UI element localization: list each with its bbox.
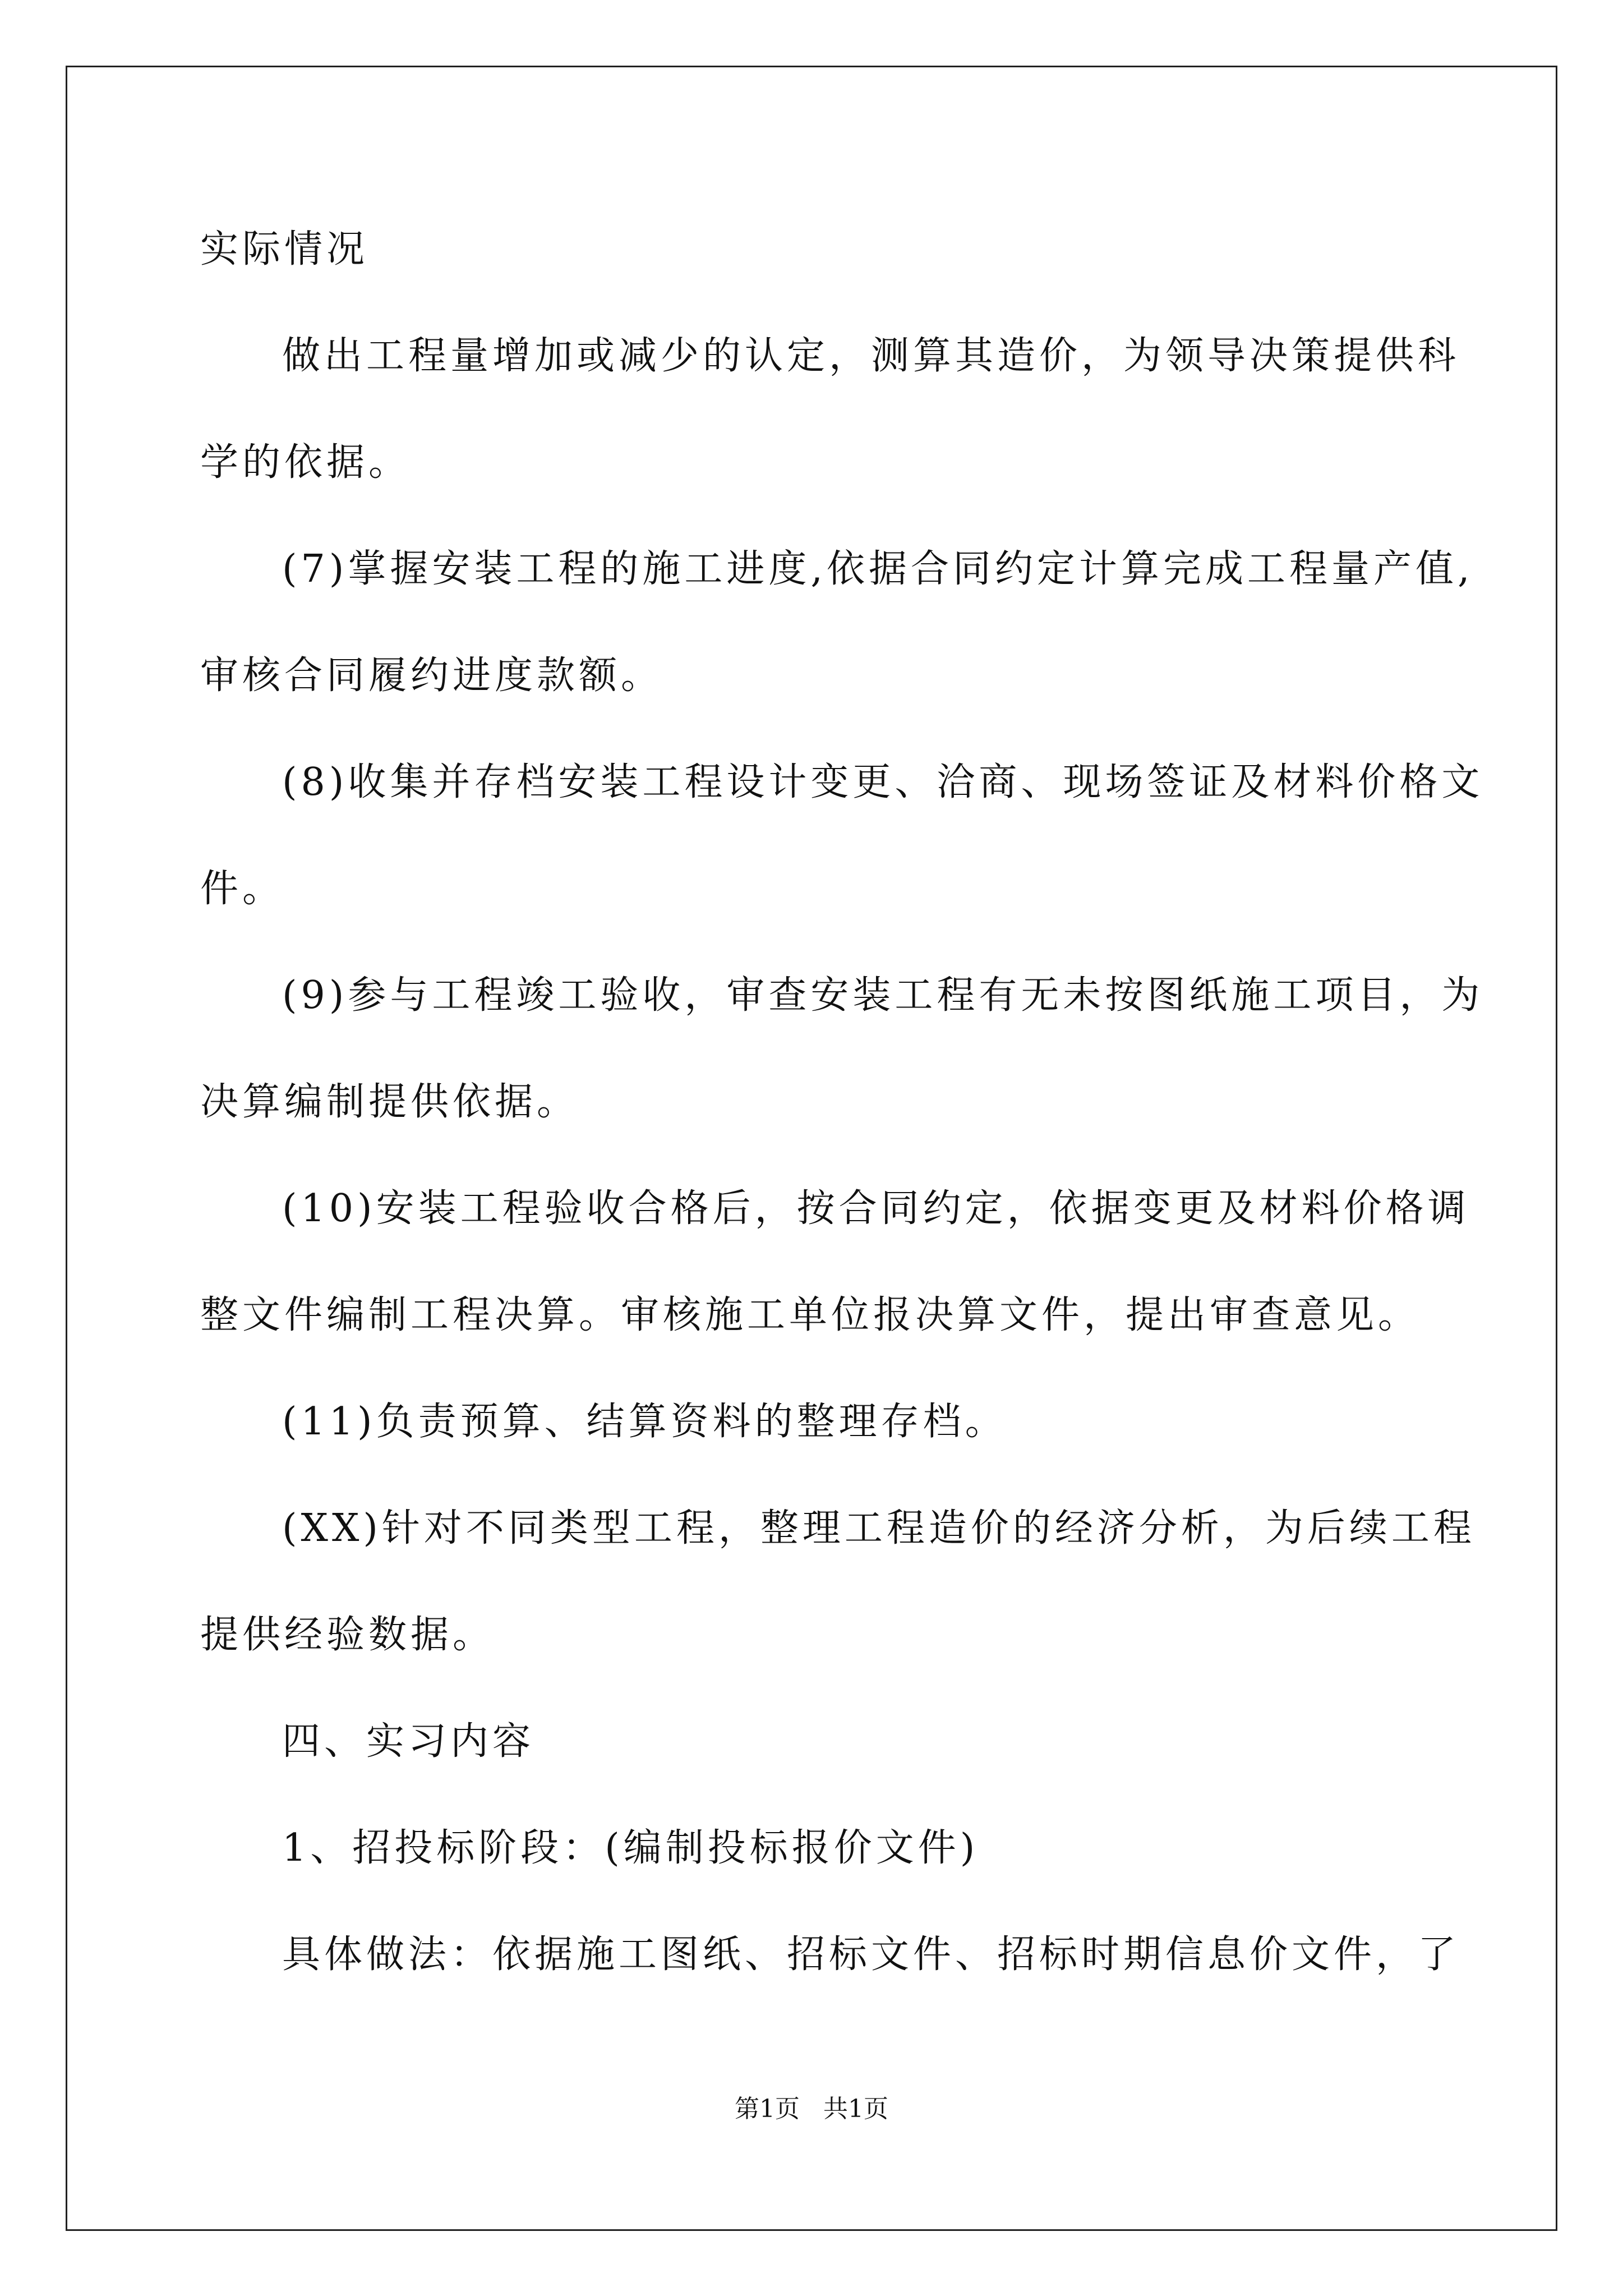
text-line: 件。 [200, 867, 285, 911]
section-heading: 四、实习内容 [282, 1719, 535, 1764]
text-line: 整文件编制工程决算。审核施工单位报决算文件，提出审查意见。 [200, 1293, 1421, 1337]
text-line: (11)负责预算、结算资料的整理存档。 [282, 1400, 1007, 1444]
text-line: 1、招投标阶段：(编制投标报价文件) [282, 1826, 979, 1870]
text-line: 学的依据。 [200, 440, 411, 485]
text-line: (9)参与工程竣工验收，审查安装工程有无未按图纸施工项目，为 [282, 973, 1484, 1018]
text-line: (8)收集并存档安装工程设计变更、洽商、现场签证及材料价格文 [282, 760, 1484, 804]
text-line: 决算编制提供依据。 [200, 1080, 579, 1124]
text-line: 具体做法：依据施工图纸、招标文件、招标时期信息价文件，了 [282, 1932, 1460, 1977]
text-line: (7)掌握安装工程的施工进度,依据合同约定计算完成工程量产值, [282, 547, 1474, 591]
text-line: 做出工程量增加或减少的认定，测算其造价，为领导决策提供科 [282, 334, 1460, 378]
page-footer: 第1页 共1页 [735, 2095, 888, 2123]
text-line: 实际情况 [200, 227, 369, 272]
page-border [66, 66, 1557, 2231]
text-line: 审核合同履约进度款额。 [200, 654, 663, 698]
text-line: (10)安装工程验收合格后，按合同约定，依据变更及材料价格调 [282, 1186, 1470, 1231]
text-line: (XX)针对不同类型工程，整理工程造价的经济分析，为后续工程 [282, 1506, 1476, 1550]
text-line: 提供经验数据。 [200, 1613, 495, 1657]
